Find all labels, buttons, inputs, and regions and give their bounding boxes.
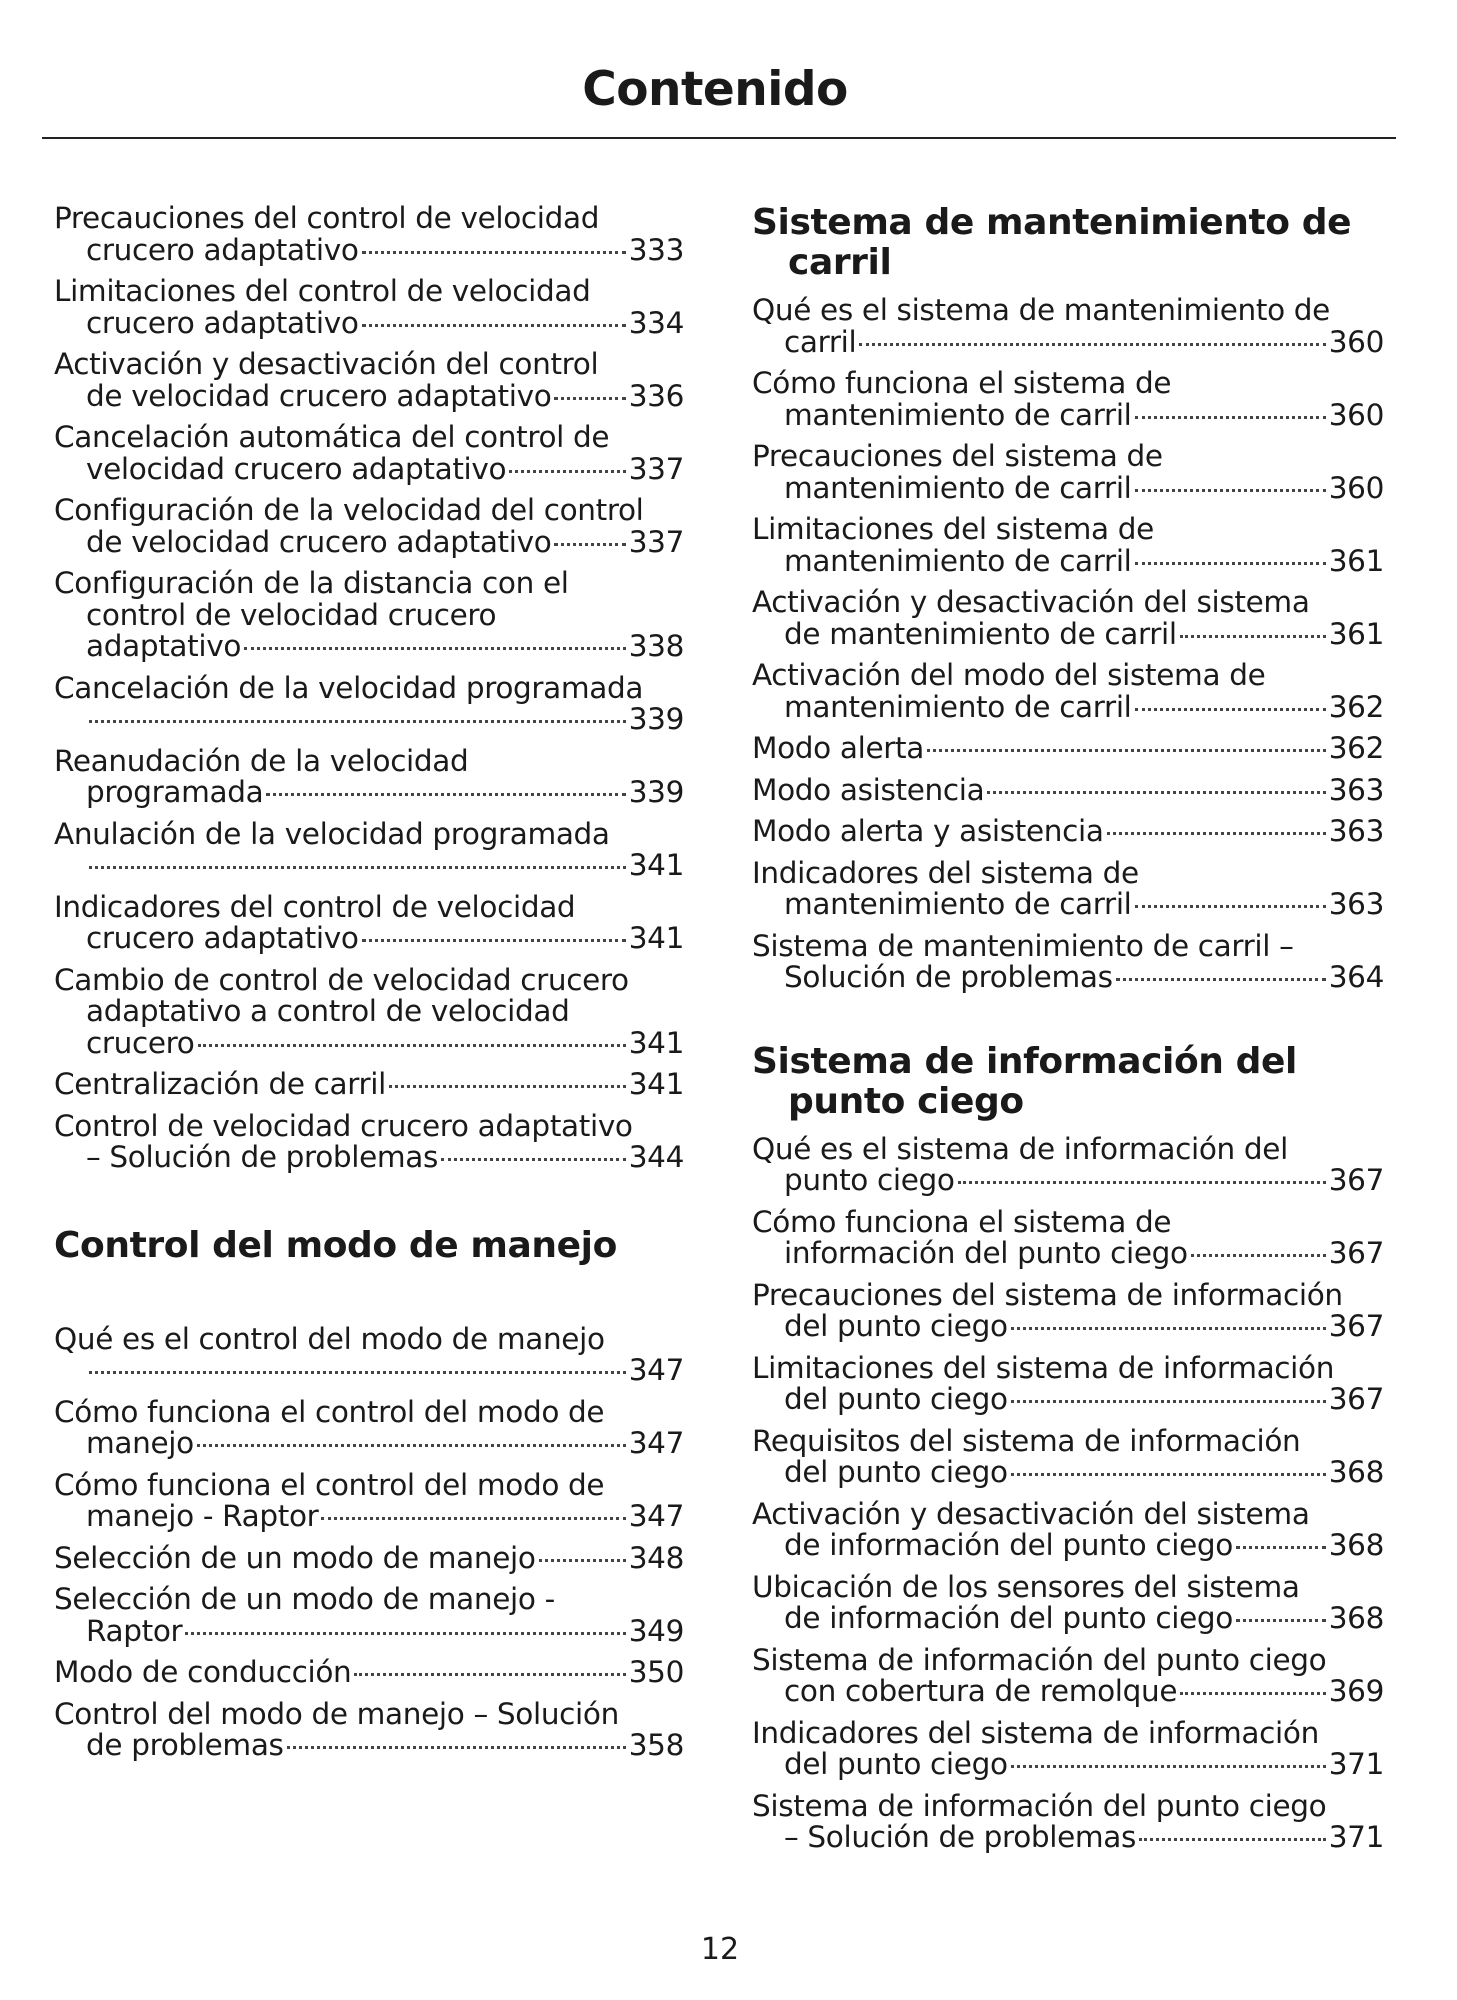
toc-entry[interactable] bbox=[752, 368, 1384, 431]
toc-entry-row bbox=[54, 527, 684, 559]
toc-entry-text: crucero bbox=[86, 1027, 195, 1059]
dot-leader bbox=[1135, 489, 1326, 492]
toc-entry[interactable] bbox=[54, 349, 684, 412]
toc-page-number: 368 bbox=[1328, 1530, 1384, 1562]
toc-entry-text: adaptativo a control de velocidad bbox=[86, 996, 570, 1028]
toc-entry-row bbox=[752, 1457, 1384, 1489]
dot-leader bbox=[89, 1371, 626, 1374]
toc-entry-text: con cobertura de remolque bbox=[784, 1676, 1178, 1708]
section-heading-line: Sistema de información del bbox=[752, 1040, 1297, 1082]
toc-entry-row bbox=[54, 704, 684, 736]
toc-entry[interactable] bbox=[54, 568, 684, 663]
toc-entry[interactable] bbox=[54, 495, 684, 558]
dot-leader bbox=[198, 1044, 626, 1047]
toc-entry[interactable] bbox=[54, 1584, 684, 1647]
toc-entry-row bbox=[54, 1355, 684, 1387]
toc-entry-row bbox=[54, 1142, 684, 1174]
dot-leader bbox=[958, 1181, 1326, 1184]
toc-entry-text: Control de velocidad crucero adaptativo bbox=[54, 1110, 633, 1142]
toc-entry[interactable] bbox=[54, 1069, 684, 1101]
toc-entry[interactable] bbox=[54, 819, 684, 882]
toc-page-number: 358 bbox=[628, 1730, 684, 1762]
toc-entry-text: Indicadores del control de velocidad bbox=[54, 891, 576, 923]
toc-entry-text: Configuración de la distancia con el bbox=[54, 568, 569, 600]
dot-leader bbox=[362, 324, 626, 327]
toc-entry[interactable] bbox=[54, 892, 684, 955]
right-column bbox=[752, 203, 1384, 1864]
dot-leader bbox=[1139, 1838, 1326, 1841]
toc-page-number: 369 bbox=[1328, 1676, 1384, 1708]
toc-entry-row bbox=[752, 1165, 1384, 1197]
toc-entry-text: del punto ciego bbox=[784, 1457, 1008, 1489]
toc-entry-text: Cancelación de la velocidad programada bbox=[54, 672, 644, 704]
toc-entry-text: Modo asistencia bbox=[752, 774, 985, 806]
toc-page-number: 341 bbox=[628, 850, 684, 882]
toc-entry-text: de problemas bbox=[86, 1730, 284, 1762]
toc-entry[interactable] bbox=[54, 422, 684, 485]
toc-page-number: 363 bbox=[1328, 774, 1384, 806]
section-heading: Control del modo de manejo bbox=[54, 1224, 617, 1266]
toc-entry-text: Centralización de carril bbox=[54, 1069, 386, 1101]
page-title: Contenido bbox=[582, 62, 848, 117]
toc-entry-row bbox=[54, 1501, 684, 1533]
toc-page-number: 367 bbox=[1328, 1165, 1384, 1197]
dot-leader bbox=[321, 1517, 625, 1520]
toc-entry-row bbox=[54, 1543, 684, 1575]
dot-leader bbox=[89, 866, 626, 869]
dot-leader bbox=[362, 251, 626, 254]
toc-page-number: 337 bbox=[628, 526, 684, 558]
toc-entry-text: Raptor bbox=[86, 1615, 183, 1647]
toc-entry-text: mantenimiento de carril bbox=[784, 545, 1132, 577]
dot-leader bbox=[244, 647, 626, 650]
toc-entry-text: Modo de conducción bbox=[54, 1657, 352, 1689]
toc-entry-text: Limitaciones del sistema de bbox=[752, 514, 1154, 546]
toc-entry[interactable] bbox=[54, 1111, 684, 1174]
toc-entry-row bbox=[752, 400, 1384, 432]
toc-page-number: 341 bbox=[628, 1027, 684, 1059]
section-heading-line: Sistema de mantenimiento de bbox=[752, 202, 1352, 243]
toc-entry-row bbox=[54, 850, 684, 882]
toc-entry-text: Qué es el sistema de mantenimiento de bbox=[752, 295, 1330, 327]
toc-entry-text: manejo - Raptor bbox=[86, 1501, 319, 1533]
left-column bbox=[54, 203, 684, 1772]
toc-entry-text: adaptativo bbox=[86, 631, 242, 663]
toc-page-number: 333 bbox=[628, 234, 684, 266]
toc-entry[interactable] bbox=[752, 1499, 1384, 1562]
toc-entry-text: Indicadores del sistema de bbox=[752, 857, 1139, 889]
toc-entry-row bbox=[54, 1069, 684, 1101]
toc-entry[interactable] bbox=[752, 1645, 1384, 1708]
toc-entry-text: Sistema de mantenimiento de carril – bbox=[752, 930, 1294, 962]
toc-page-number: 337 bbox=[628, 453, 684, 485]
toc-entry-text: Precauciones del sistema de información bbox=[752, 1279, 1343, 1311]
toc-entry-text: Cambio de control de velocidad crucero bbox=[54, 964, 629, 996]
section-heading-line: carril bbox=[788, 242, 892, 283]
toc-page-number: 347 bbox=[628, 1501, 684, 1533]
toc-entry-row bbox=[752, 692, 1384, 724]
toc-entry-text: crucero adaptativo bbox=[86, 307, 359, 339]
toc-page-number: 341 bbox=[628, 923, 684, 955]
toc-entry-text: control de velocidad crucero bbox=[86, 599, 497, 631]
toc-page-number: 362 bbox=[1328, 733, 1384, 765]
toc-page-number: 349 bbox=[628, 1615, 684, 1647]
toc-entry-text: Sistema de información del punto ciego bbox=[752, 1644, 1327, 1676]
toc-entry-text: del punto ciego bbox=[784, 1749, 1008, 1781]
toc-entry[interactable] bbox=[752, 1280, 1384, 1343]
toc-entry-row bbox=[752, 1530, 1384, 1562]
toc-entry-text: Sistema de información del punto ciego bbox=[752, 1790, 1327, 1822]
toc-entry-text: Limitaciones del control de velocidad bbox=[54, 276, 591, 308]
toc-page-number: 368 bbox=[1328, 1457, 1384, 1489]
toc-page-number: 339 bbox=[628, 777, 684, 809]
dot-leader bbox=[389, 1085, 626, 1088]
dot-leader bbox=[509, 470, 626, 473]
toc-entry-text: Qué es el control del modo de manejo bbox=[54, 1323, 605, 1355]
toc-entry-text: programada bbox=[86, 777, 264, 809]
toc-entry[interactable] bbox=[752, 858, 1384, 921]
toc-entry-text: mantenimiento de carril bbox=[784, 889, 1132, 921]
toc-entry-text: mantenimiento de carril bbox=[784, 399, 1132, 431]
dot-leader bbox=[354, 1673, 625, 1676]
toc-page-number: 367 bbox=[1328, 1311, 1384, 1343]
toc-entry-text: mantenimiento de carril bbox=[784, 691, 1132, 723]
toc-page-number: 367 bbox=[1328, 1238, 1384, 1270]
toc-entry-text: Activación y desactivación del control bbox=[54, 349, 599, 381]
toc-entry-text: Requisitos del sistema de información bbox=[752, 1425, 1301, 1457]
dot-leader bbox=[539, 1559, 626, 1562]
toc-entry[interactable] bbox=[752, 441, 1384, 504]
dot-leader bbox=[1236, 1619, 1326, 1622]
dot-leader bbox=[89, 720, 626, 723]
toc-entry-text: manejo bbox=[86, 1428, 194, 1460]
dot-leader bbox=[1011, 1473, 1326, 1476]
toc-entry-row bbox=[752, 619, 1384, 651]
toc-entry-text: de mantenimiento de carril bbox=[784, 618, 1177, 650]
toc-page-number: 371 bbox=[1328, 1749, 1384, 1781]
toc-entry-text: punto ciego bbox=[784, 1165, 955, 1197]
toc-page-number: 347 bbox=[628, 1355, 684, 1387]
toc-entry[interactable] bbox=[54, 1470, 684, 1533]
toc-entry[interactable] bbox=[54, 965, 684, 1060]
toc-entry[interactable] bbox=[752, 1718, 1384, 1781]
toc-entry-text: Configuración de la velocidad del control bbox=[54, 495, 644, 527]
toc-page-number: 336 bbox=[628, 380, 684, 412]
toc-entry-row bbox=[54, 454, 684, 486]
toc-entry-text: mantenimiento de carril bbox=[784, 472, 1132, 504]
toc-group bbox=[752, 295, 1384, 994]
toc-entry-text: Selección de un modo de manejo - bbox=[54, 1584, 555, 1616]
toc-entry[interactable] bbox=[54, 1543, 684, 1575]
toc-entry[interactable] bbox=[752, 816, 1384, 848]
toc-entry-text: Indicadores del sistema de información bbox=[752, 1717, 1319, 1749]
toc-entry-row bbox=[752, 1603, 1384, 1635]
toc-entry-text: Cómo funciona el sistema de bbox=[752, 1206, 1172, 1238]
toc-group bbox=[54, 1324, 684, 1762]
toc-entry-text: Activación y desactivación del sistema bbox=[752, 587, 1310, 619]
dot-leader bbox=[1135, 416, 1326, 419]
dot-leader bbox=[185, 1632, 625, 1635]
toc-page-number: 361 bbox=[1328, 545, 1384, 577]
toc-entry[interactable] bbox=[752, 1791, 1384, 1854]
toc-entry-row bbox=[752, 1676, 1384, 1708]
toc-page-number: 360 bbox=[1328, 399, 1384, 431]
toc-entry-text: Ubicación de los sensores del sistema bbox=[752, 1571, 1300, 1603]
toc-entry[interactable] bbox=[752, 1207, 1384, 1270]
toc-entry-text: carril bbox=[784, 326, 857, 358]
dot-leader bbox=[1180, 1692, 1326, 1695]
toc-page-number: 363 bbox=[1328, 816, 1384, 848]
toc-page-number: 347 bbox=[628, 1428, 684, 1460]
toc-entry-row bbox=[54, 1028, 684, 1060]
toc-page-number: 350 bbox=[628, 1657, 684, 1689]
toc-page-number: 334 bbox=[628, 307, 684, 339]
toc-entry[interactable] bbox=[752, 1353, 1384, 1416]
dot-leader bbox=[1180, 635, 1326, 638]
toc-entry[interactable] bbox=[54, 1324, 684, 1387]
toc-entry-row bbox=[752, 1822, 1384, 1854]
toc-entry-text: Modo alerta bbox=[752, 733, 924, 765]
toc-entry[interactable] bbox=[54, 203, 684, 266]
toc-page-number: 348 bbox=[628, 1542, 684, 1574]
toc-entry-text: Solución de problemas bbox=[784, 962, 1113, 994]
toc-entry-text: crucero adaptativo bbox=[86, 923, 359, 955]
toc-page-number: 362 bbox=[1328, 691, 1384, 723]
toc-entry-text: del punto ciego bbox=[784, 1311, 1008, 1343]
toc-entry-text: crucero adaptativo bbox=[86, 234, 359, 266]
title-divider bbox=[42, 137, 1396, 139]
toc-entry-row bbox=[54, 777, 684, 809]
toc-entry-row bbox=[752, 733, 1384, 765]
toc-entry-row bbox=[54, 631, 684, 663]
toc-entry-text: Cómo funciona el sistema de bbox=[752, 368, 1172, 400]
toc-page-number: 364 bbox=[1328, 962, 1384, 994]
toc-entry[interactable] bbox=[54, 276, 684, 339]
toc-entry-text: – Solución de problemas bbox=[784, 1822, 1137, 1854]
dot-leader bbox=[1011, 1765, 1326, 1768]
toc-entry-row bbox=[752, 889, 1384, 921]
dot-leader bbox=[1011, 1327, 1326, 1330]
dot-leader bbox=[1011, 1400, 1326, 1403]
toc-entry-row bbox=[54, 235, 684, 267]
toc-entry-text: Limitaciones del sistema de información bbox=[752, 1352, 1335, 1384]
toc-entry-row bbox=[54, 1657, 684, 1689]
toc-entry-row bbox=[752, 1384, 1384, 1416]
toc-entry-row bbox=[752, 962, 1384, 994]
toc-entry[interactable] bbox=[752, 1134, 1384, 1197]
dot-leader bbox=[1135, 562, 1326, 565]
toc-entry[interactable] bbox=[54, 1397, 684, 1460]
toc-page-number: 363 bbox=[1328, 889, 1384, 921]
toc-entry[interactable] bbox=[54, 1657, 684, 1689]
dot-leader bbox=[1135, 905, 1326, 908]
toc-entry[interactable] bbox=[54, 673, 684, 736]
dot-leader bbox=[362, 939, 626, 942]
dot-leader bbox=[1116, 978, 1326, 981]
toc-entry-text: Activación y desactivación del sistema bbox=[752, 1498, 1310, 1530]
toc-entry-text: de velocidad crucero adaptativo bbox=[86, 380, 552, 412]
toc-entry-text: Cancelación automática del control de bbox=[54, 422, 610, 454]
page-number: 12 bbox=[700, 1932, 740, 1967]
toc-page-number: 339 bbox=[628, 704, 684, 736]
toc-entry-text: de velocidad crucero adaptativo bbox=[86, 526, 552, 558]
toc-entry-row bbox=[54, 1428, 684, 1460]
toc-entry-row bbox=[54, 308, 684, 340]
toc-page-number: 338 bbox=[628, 631, 684, 663]
section-heading-line: punto ciego bbox=[788, 1080, 1024, 1122]
dot-leader bbox=[927, 749, 1326, 752]
toc-entry-row bbox=[54, 381, 684, 413]
dot-leader bbox=[859, 343, 1325, 346]
toc-entry[interactable] bbox=[752, 931, 1384, 994]
toc-entry-text: del punto ciego bbox=[784, 1384, 1008, 1416]
toc-entry[interactable] bbox=[752, 660, 1384, 723]
toc-entry-text: Precauciones del control de velocidad bbox=[54, 203, 600, 235]
toc-entry-row bbox=[752, 1311, 1384, 1343]
toc-entry-text: Modo alerta y asistencia bbox=[752, 816, 1104, 848]
toc-group bbox=[752, 1134, 1384, 1854]
toc-page-number: 341 bbox=[628, 1069, 684, 1101]
toc-page-number: 360 bbox=[1328, 472, 1384, 504]
toc-entry-row bbox=[752, 1238, 1384, 1270]
toc-entry[interactable] bbox=[752, 1426, 1384, 1489]
dot-leader bbox=[266, 793, 625, 796]
toc-entry[interactable] bbox=[752, 514, 1384, 577]
toc-page-number: 344 bbox=[628, 1142, 684, 1174]
toc-page-number: 368 bbox=[1328, 1603, 1384, 1635]
toc-entry-text: Selección de un modo de manejo bbox=[54, 1542, 536, 1574]
toc-entry-text: Anulación de la velocidad programada bbox=[54, 818, 610, 850]
toc-entry[interactable] bbox=[54, 1699, 684, 1762]
dot-leader bbox=[554, 397, 625, 400]
toc-page-number: 367 bbox=[1328, 1384, 1384, 1416]
toc-entry-text: Cómo funciona el control del modo de bbox=[54, 1469, 605, 1501]
toc-entry-text: Activación del modo del sistema de bbox=[752, 660, 1266, 692]
toc-entry[interactable] bbox=[752, 1572, 1384, 1635]
toc-entry-row bbox=[54, 1616, 684, 1648]
toc-entry-row bbox=[752, 816, 1384, 848]
toc-page-number: 360 bbox=[1328, 326, 1384, 358]
toc-entry[interactable] bbox=[752, 295, 1384, 358]
section-heading bbox=[752, 203, 1384, 283]
toc-entry-text: de información del punto ciego bbox=[784, 1530, 1233, 1562]
dot-leader bbox=[987, 791, 1325, 794]
toc-entry-row bbox=[54, 1730, 684, 1762]
toc-entry[interactable] bbox=[752, 733, 1384, 765]
toc-entry-text: información del punto ciego bbox=[784, 1238, 1188, 1270]
toc-entry-text: de información del punto ciego bbox=[784, 1603, 1233, 1635]
dot-leader bbox=[1135, 708, 1326, 711]
section-heading bbox=[752, 1042, 1384, 1122]
toc-entry-row bbox=[752, 327, 1384, 359]
toc-entry-text: Qué es el sistema de información del bbox=[752, 1133, 1288, 1165]
dot-leader bbox=[554, 543, 625, 546]
toc-entry-row bbox=[752, 1749, 1384, 1781]
dot-leader bbox=[197, 1444, 626, 1447]
toc-entry[interactable] bbox=[752, 775, 1384, 807]
toc-entry-text: Control del modo de manejo – Solución bbox=[54, 1698, 619, 1730]
dot-leader bbox=[1236, 1546, 1326, 1549]
toc-page-number: 361 bbox=[1328, 618, 1384, 650]
toc-entry-text: Reanudación de la velocidad bbox=[54, 745, 469, 777]
toc-group bbox=[54, 203, 684, 1174]
toc-entry[interactable] bbox=[752, 587, 1384, 650]
dot-leader bbox=[1191, 1254, 1326, 1257]
toc-entry-row bbox=[752, 546, 1384, 578]
toc-page-number: 371 bbox=[1328, 1822, 1384, 1854]
dot-leader bbox=[1107, 832, 1326, 835]
dot-leader bbox=[441, 1158, 626, 1161]
toc-entry-text: Precauciones del sistema de bbox=[752, 441, 1163, 473]
toc-entry-row bbox=[752, 775, 1384, 807]
toc-entry-text: – Solución de problemas bbox=[86, 1142, 439, 1174]
toc-entry-text: velocidad crucero adaptativo bbox=[86, 453, 507, 485]
toc-entry-text: Cómo funciona el control del modo de bbox=[54, 1396, 605, 1428]
toc-entry[interactable] bbox=[54, 746, 684, 809]
dot-leader bbox=[287, 1746, 626, 1749]
toc-entry-row bbox=[54, 923, 684, 955]
toc-entry-row bbox=[752, 473, 1384, 505]
